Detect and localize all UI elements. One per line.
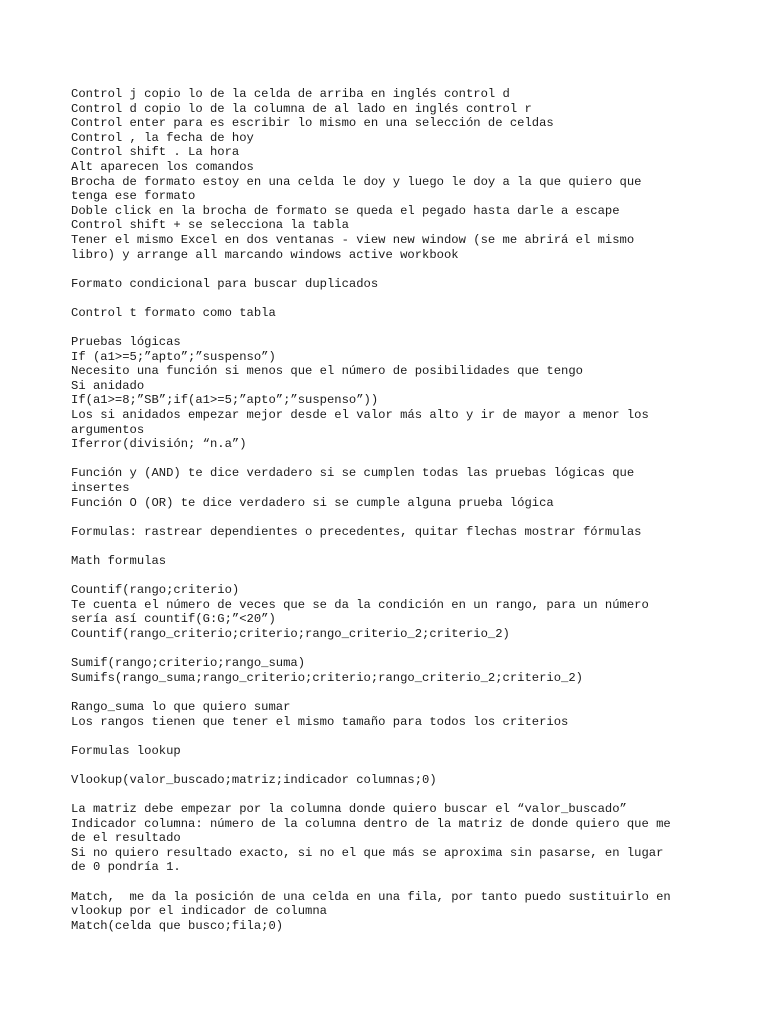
text-line: Formato condicional para buscar duplicados: [71, 276, 379, 291]
text-line: Match(celda que busco;fila;0): [71, 918, 284, 933]
paragraph: [71, 583, 701, 641]
text-line: Countif(rango_criterio;criterio;rango_criterio_2;criterio_2): [71, 626, 510, 641]
text-line: La matriz debe empezar por la columna donde quiero buscar el “valor_buscado”: [71, 802, 627, 817]
text-line: Los si anidados empezar mejor desde el valor más alto y ir de mayor a menor los: [71, 408, 649, 423]
text-line: vlookup por el indicador de columna: [71, 904, 327, 919]
text-line: de 0 pondría 1.: [71, 860, 181, 875]
document-page: [71, 87, 701, 948]
text-line: Pruebas lógicas: [71, 335, 181, 350]
text-line: Math formulas: [71, 554, 167, 568]
paragraph: [71, 773, 701, 788]
text-line: Necesito una función si menos que el número de posibilidades que tengo: [71, 364, 583, 379]
text-line: insertes: [71, 481, 130, 496]
text-line: Sumifs(rango_suma;rango_criterio;criterio;rango_criterio_2;criterio_2): [71, 670, 583, 685]
paragraph: [71, 890, 701, 934]
text-line: Brocha de formato estoy en una celda le doy y luego le doy a la que quiero que: [71, 174, 642, 189]
text-line: Sumif(rango;criterio;rango_suma): [71, 656, 306, 671]
text-line: Formulas: rastrear dependientes o precedentes, quitar flechas mostrar fórmulas: [71, 524, 642, 539]
paragraph: [71, 656, 701, 685]
text-line: Si no quiero resultado exacto, si no el que más se aproxima sin pasarse, en lugar: [71, 845, 664, 860]
text-line: de el resultado: [71, 831, 181, 846]
text-line: Función O (OR) te dice verdadero si se cumple alguna prueba lógica: [71, 495, 554, 510]
text-line: Control shift + se selecciona la tabla: [71, 218, 349, 233]
text-line: Si anidado: [71, 378, 145, 393]
paragraph: [71, 87, 701, 262]
text-line: Formulas lookup: [71, 743, 181, 758]
text-line: Los rangos tienen que tener el mismo tamaño para todos los criterios: [71, 714, 569, 729]
text-line: Match, me da la posición de una celda en una fila, por tanto puedo sustituirlo en: [71, 889, 671, 904]
text-line: Control d copio lo de la columna de al lado en inglés control r: [71, 101, 532, 116]
paragraph: [71, 802, 701, 875]
text-line: Iferror(división; “n.a”): [71, 437, 247, 452]
paragraph: [71, 525, 701, 540]
text-line: Tener el mismo Excel en dos ventanas - view new window (se me abrirá el mismo: [71, 232, 635, 247]
text-line: libro) y arrange all marcando windows active workbook: [71, 247, 459, 262]
text-line: Función y (AND) te dice verdadero si se cumplen todas las pruebas lógicas que: [71, 466, 635, 481]
text-line: Control , la fecha de hoy: [71, 130, 254, 145]
paragraph: [71, 554, 701, 569]
text-line: Control shift . La hora: [71, 145, 240, 160]
text-line: Te cuenta el número de veces que se da la condición en un rango, para un número: [71, 597, 649, 612]
text-line: Countif(rango;criterio): [71, 583, 240, 598]
text-line: Control enter para es escribir lo mismo en una selección de celdas: [71, 116, 554, 131]
text-line: argumentos: [71, 422, 145, 437]
paragraph: [71, 744, 701, 759]
text-line: Control j copio lo de la celda de arriba en inglés control d: [71, 87, 510, 101]
text-line: Control t formato como tabla: [71, 305, 276, 320]
text-line: sería así countif(G:G;”<20”): [71, 612, 276, 627]
text-line: Vlookup(valor_buscado;matriz;indicador columnas;0): [71, 772, 437, 787]
text-line: Indicador columna: número de la columna dentro de la matriz de donde quiero que me: [71, 816, 671, 831]
paragraph: [71, 335, 701, 452]
text-line: Rango_suma lo que quiero sumar: [71, 699, 291, 714]
paragraph: [71, 466, 701, 510]
text-line: If (a1>=5;”apto”;”suspenso”): [71, 349, 276, 364]
text-line: Doble click en la brocha de formato se queda el pegado hasta darle a escape: [71, 203, 620, 218]
text-line: If(a1>=8;”SB”;if(a1>=5;”apto”;”suspenso”)): [71, 393, 379, 408]
text-line: tenga ese formato: [71, 189, 196, 204]
text-line: Alt aparecen los comandos: [71, 159, 254, 174]
paragraph: [71, 700, 701, 729]
paragraph: [71, 306, 701, 321]
paragraph: [71, 277, 701, 292]
